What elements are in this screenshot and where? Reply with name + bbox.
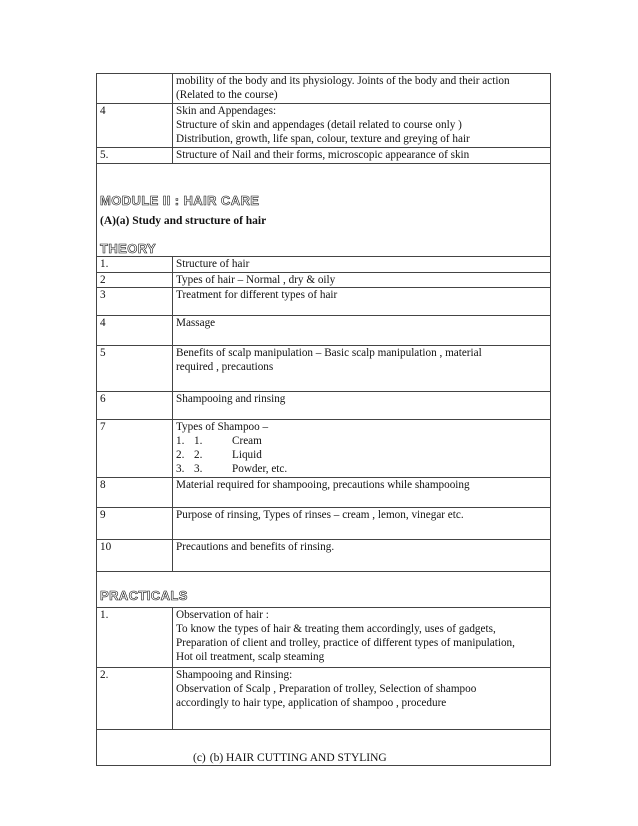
list-item: [176, 462, 547, 476]
table-row: [97, 478, 551, 508]
table-row: [97, 392, 551, 420]
row-number-cell: [97, 148, 173, 164]
table-row: [97, 104, 551, 148]
row-number: 8: [100, 479, 106, 491]
row-content-cell: [173, 316, 551, 346]
row-number-cell: [97, 392, 173, 420]
list-sub-number: 3.: [194, 463, 203, 475]
list-sub-number: 2.: [194, 449, 203, 461]
row-text-line: Purpose of rinsing, Types of rinses – cream , lemon, vinegar etc.: [176, 509, 464, 521]
row-text-line: (Related to the course): [176, 89, 278, 101]
row-content-cell: [173, 257, 551, 273]
row-number-cell: [97, 478, 173, 508]
row-text-line: Structure of skin and appendages (detail related to course only ): [176, 119, 462, 131]
row-content-cell: [173, 420, 551, 478]
list-text: Liquid: [232, 449, 262, 461]
row-number-cell: [97, 346, 173, 392]
row-number-cell: [97, 74, 173, 104]
list-text: Powder, etc.: [232, 463, 288, 475]
footer-text: (b) HAIR CUTTING AND STYLING: [209, 752, 387, 764]
row-content-cell: [173, 392, 551, 420]
row-content-cell: [173, 273, 551, 288]
list-number: 1.: [176, 435, 185, 447]
footer-row-cell: [97, 730, 551, 766]
row-content-cell: [173, 346, 551, 392]
row-number-cell: [97, 508, 173, 540]
row-text-line: Benefits of scalp manipulation – Basic scalp manipulation , material: [176, 347, 482, 359]
row-number: 10: [100, 541, 112, 553]
syllabus-table: [96, 73, 551, 766]
module-heading-row: [97, 164, 551, 257]
table-row: [97, 273, 551, 288]
row-text-line: Structure of hair: [176, 258, 250, 270]
module-title: MODULE II : HAIR CARE: [100, 193, 260, 208]
row-number: 1.: [100, 258, 109, 270]
row-content-cell: [173, 104, 551, 148]
row-number: 6: [100, 393, 106, 405]
list-number: 3.: [176, 463, 185, 475]
row-number-cell: [97, 104, 173, 148]
table-row: [97, 508, 551, 540]
row-content-cell: [173, 478, 551, 508]
table-row: [97, 257, 551, 273]
row-number: 2: [100, 274, 106, 286]
module-subheading-text: (a) Study and structure of hair: [115, 215, 267, 227]
row-number: 5.: [100, 149, 109, 161]
row-text-line: Structure of Nail and their forms, microscopic appearance of skin: [176, 149, 470, 161]
table-row: [97, 420, 551, 478]
table-row: [97, 608, 551, 668]
list-number: 2.: [176, 449, 185, 461]
row-number-cell: [97, 540, 173, 572]
list-item: [176, 448, 547, 462]
list-sub-number: 1.: [194, 435, 203, 447]
footer-row: [97, 730, 551, 766]
row-text-line: Preparation of client and trolley, practice of different types of manipulation,: [176, 637, 515, 649]
table-row: [97, 540, 551, 572]
row-number: 1.: [100, 609, 109, 621]
module-subheading: [100, 214, 547, 228]
row-number: 9: [100, 509, 106, 521]
table-row: [97, 288, 551, 316]
row-number-cell: [97, 273, 173, 288]
row-text-line: Hot oil treatment, scalp steaming: [176, 651, 325, 663]
practicals-heading-row-cell: [97, 572, 551, 608]
row-text-line: Treatment for different types of hair: [176, 289, 338, 301]
row-number-cell: [97, 257, 173, 273]
row-number: 4: [100, 105, 106, 117]
module-subheading-label: (A): [100, 215, 116, 227]
table-row: [97, 316, 551, 346]
row-content-cell: [173, 540, 551, 572]
practicals-heading: PRACTICALS: [100, 588, 188, 603]
row-text-line: mobility of the body and its physiology. Joints of the body and their action: [176, 75, 510, 87]
row-text-line: Precautions and benefits of rinsing.: [176, 541, 335, 553]
table-row: [97, 668, 551, 730]
table-row: [97, 74, 551, 104]
row-content-cell: [173, 288, 551, 316]
row-content-cell: [173, 74, 551, 104]
row-content-cell: [173, 148, 551, 164]
row-text-line: accordingly to hair type, application of shampoo , procedure: [176, 697, 447, 709]
list-item: [176, 434, 547, 448]
list-text: Cream: [232, 435, 262, 447]
footer-label: (c): [193, 752, 206, 764]
row-number: 7: [100, 421, 106, 433]
table-row: [97, 346, 551, 392]
row-number: 2.: [100, 669, 109, 681]
row-text-line: Shampooing and Rinsing:: [176, 669, 293, 681]
module-heading-row-cell: [97, 164, 551, 257]
row-number-cell: [97, 420, 173, 478]
row-text-line: Skin and Appendages:: [176, 105, 277, 117]
row-number: 3: [100, 289, 106, 301]
row-number-cell: [97, 668, 173, 730]
row-number-cell: [97, 608, 173, 668]
row-text-line: Observation of Scalp , Preparation of trolley, Selection of shampoo: [176, 683, 477, 695]
row-text-line: Types of hair – Normal , dry & oily: [176, 274, 336, 286]
row-text-line: required , precautions: [176, 361, 274, 373]
row-text-line: Massage: [176, 317, 216, 329]
row-text-line: To know the types of hair & treating them accordingly, uses of gadgets,: [176, 623, 496, 635]
row-text-line: Types of Shampoo –: [176, 421, 269, 433]
row-text-line: Material required for shampooing, precautions while shampooing: [176, 479, 470, 491]
row-content-cell: [173, 668, 551, 730]
row-number: 4: [100, 317, 106, 329]
table-row: [97, 148, 551, 164]
row-text-line: Distribution, growth, life span, colour, texture and greying of hair: [176, 133, 470, 145]
row-content-cell: [173, 508, 551, 540]
row-number-cell: [97, 288, 173, 316]
row-content-cell: [173, 608, 551, 668]
practicals-heading-row: [97, 572, 551, 608]
row-text-line: Shampooing and rinsing: [176, 393, 286, 405]
row-number: 5: [100, 347, 106, 359]
row-number-cell: [97, 316, 173, 346]
theory-heading: THEORY: [100, 241, 157, 256]
row-text-line: Observation of hair :: [176, 609, 269, 621]
